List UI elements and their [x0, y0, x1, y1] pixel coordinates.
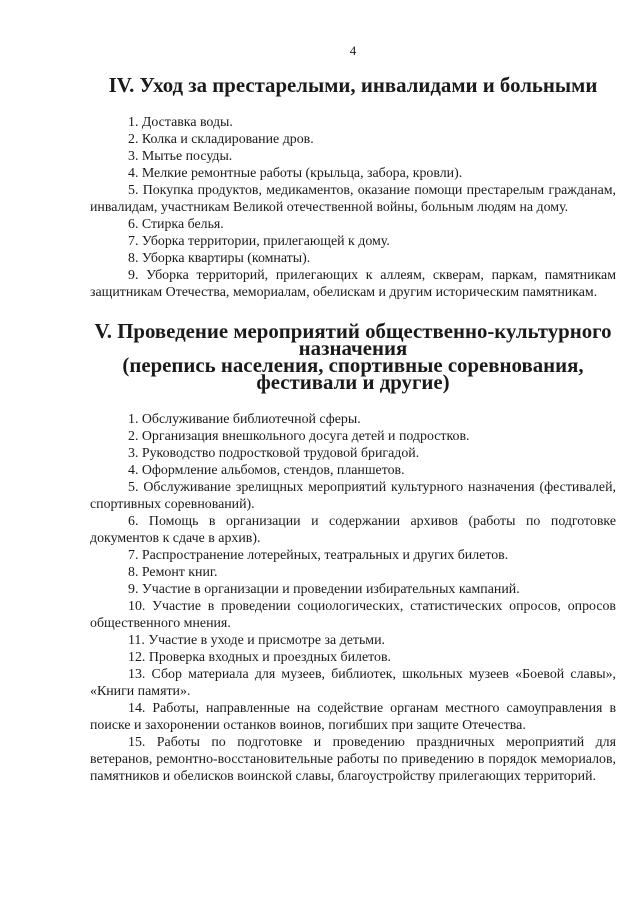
list-item: 1. Доставка воды. [128, 115, 233, 130]
page-number: 4 [349, 43, 357, 58]
list-item: 9. Уборка территорий, прилегающих к аллеям, скверам, паркам, памятникам защитникам Отечества, мемориалам, обелискам и другим историческим памятникам. [90, 268, 616, 300]
list-item: 8. Уборка квартиры (комнаты). [128, 251, 311, 266]
list-item: 7. Распространение лотерейных, театральных и других билетов. [128, 548, 509, 563]
list-item: 15. Работы по подготовке и проведению праздничных мероприятий для ветеранов, ремонтно-восстановительные работы по приведению в порядок мемориалов, памятников и обелисков воинской славы, благоустройству прилегающих территорий. [90, 735, 616, 784]
list-item: 11. Участие в уходе и присмотре за детьми. [128, 633, 385, 648]
list-item: 3. Руководство подростковой трудовой бригадой. [128, 446, 420, 461]
list-item: 4. Оформление альбомов, стендов, планшетов. [128, 463, 405, 478]
list-item: 5. Покупка продуктов, медикаментов, оказание помощи престарелым гражданам, инвалидам, участникам Великой отечественной войны, больным людям на дому. [90, 183, 616, 215]
section-4-title: IV. Уход за престарелыми, инвалидами и больными [108, 73, 598, 97]
section-5-list [90, 411, 616, 785]
list-item: 5. Обслуживание зрелищных мероприятий культурного назначения (фестивалей, спортивных соревнований). [90, 480, 616, 512]
list-item: 1. Обслуживание библиотечной сферы. [128, 412, 361, 427]
section-5-title-line-1: V. Проведение мероприятий общественно-культурного назначения [94, 319, 612, 360]
list-item: 4. Мелкие ремонтные работы (крыльца, забора, кровли). [128, 166, 463, 181]
list-item: 6. Стирка белья. [128, 217, 224, 232]
list-item: 8. Ремонт книг. [128, 565, 218, 580]
list-item: 14. Работы, направленные на содействие органам местного самоуправления в поиске и захоронении останков воинов, погибших при защите Отечества. [90, 701, 616, 733]
list-item: 10. Участие в проведении социологических, статистических опросов, опросов общественного мнения. [90, 599, 616, 631]
list-item: 13. Сбор материала для музеев, библиотек, школьных музеев «Боевой славы», «Книги памяти». [90, 667, 616, 699]
list-item: 9. Участие в организации и проведении избирательных кампаний. [128, 582, 520, 597]
section-4-list [90, 114, 616, 301]
section-5-title-line-2: (перепись населения, спортивные соревнования, фестивали и другие) [122, 353, 584, 394]
list-item: 3. Мытье посуды. [128, 149, 233, 164]
section-5-title [90, 319, 616, 394]
list-item: 12. Проверка входных и проездных билетов. [128, 650, 391, 665]
list-item: 7. Уборка территории, прилегающей к дому. [128, 234, 390, 249]
list-item: 2. Колка и складирование дров. [128, 132, 314, 147]
list-item: 6. Помощь в организации и содержании архивов (работы по подготовке документов к сдаче в архив). [90, 514, 616, 546]
list-item: 2. Организация внешкольного досуга детей и подростков. [128, 429, 470, 444]
